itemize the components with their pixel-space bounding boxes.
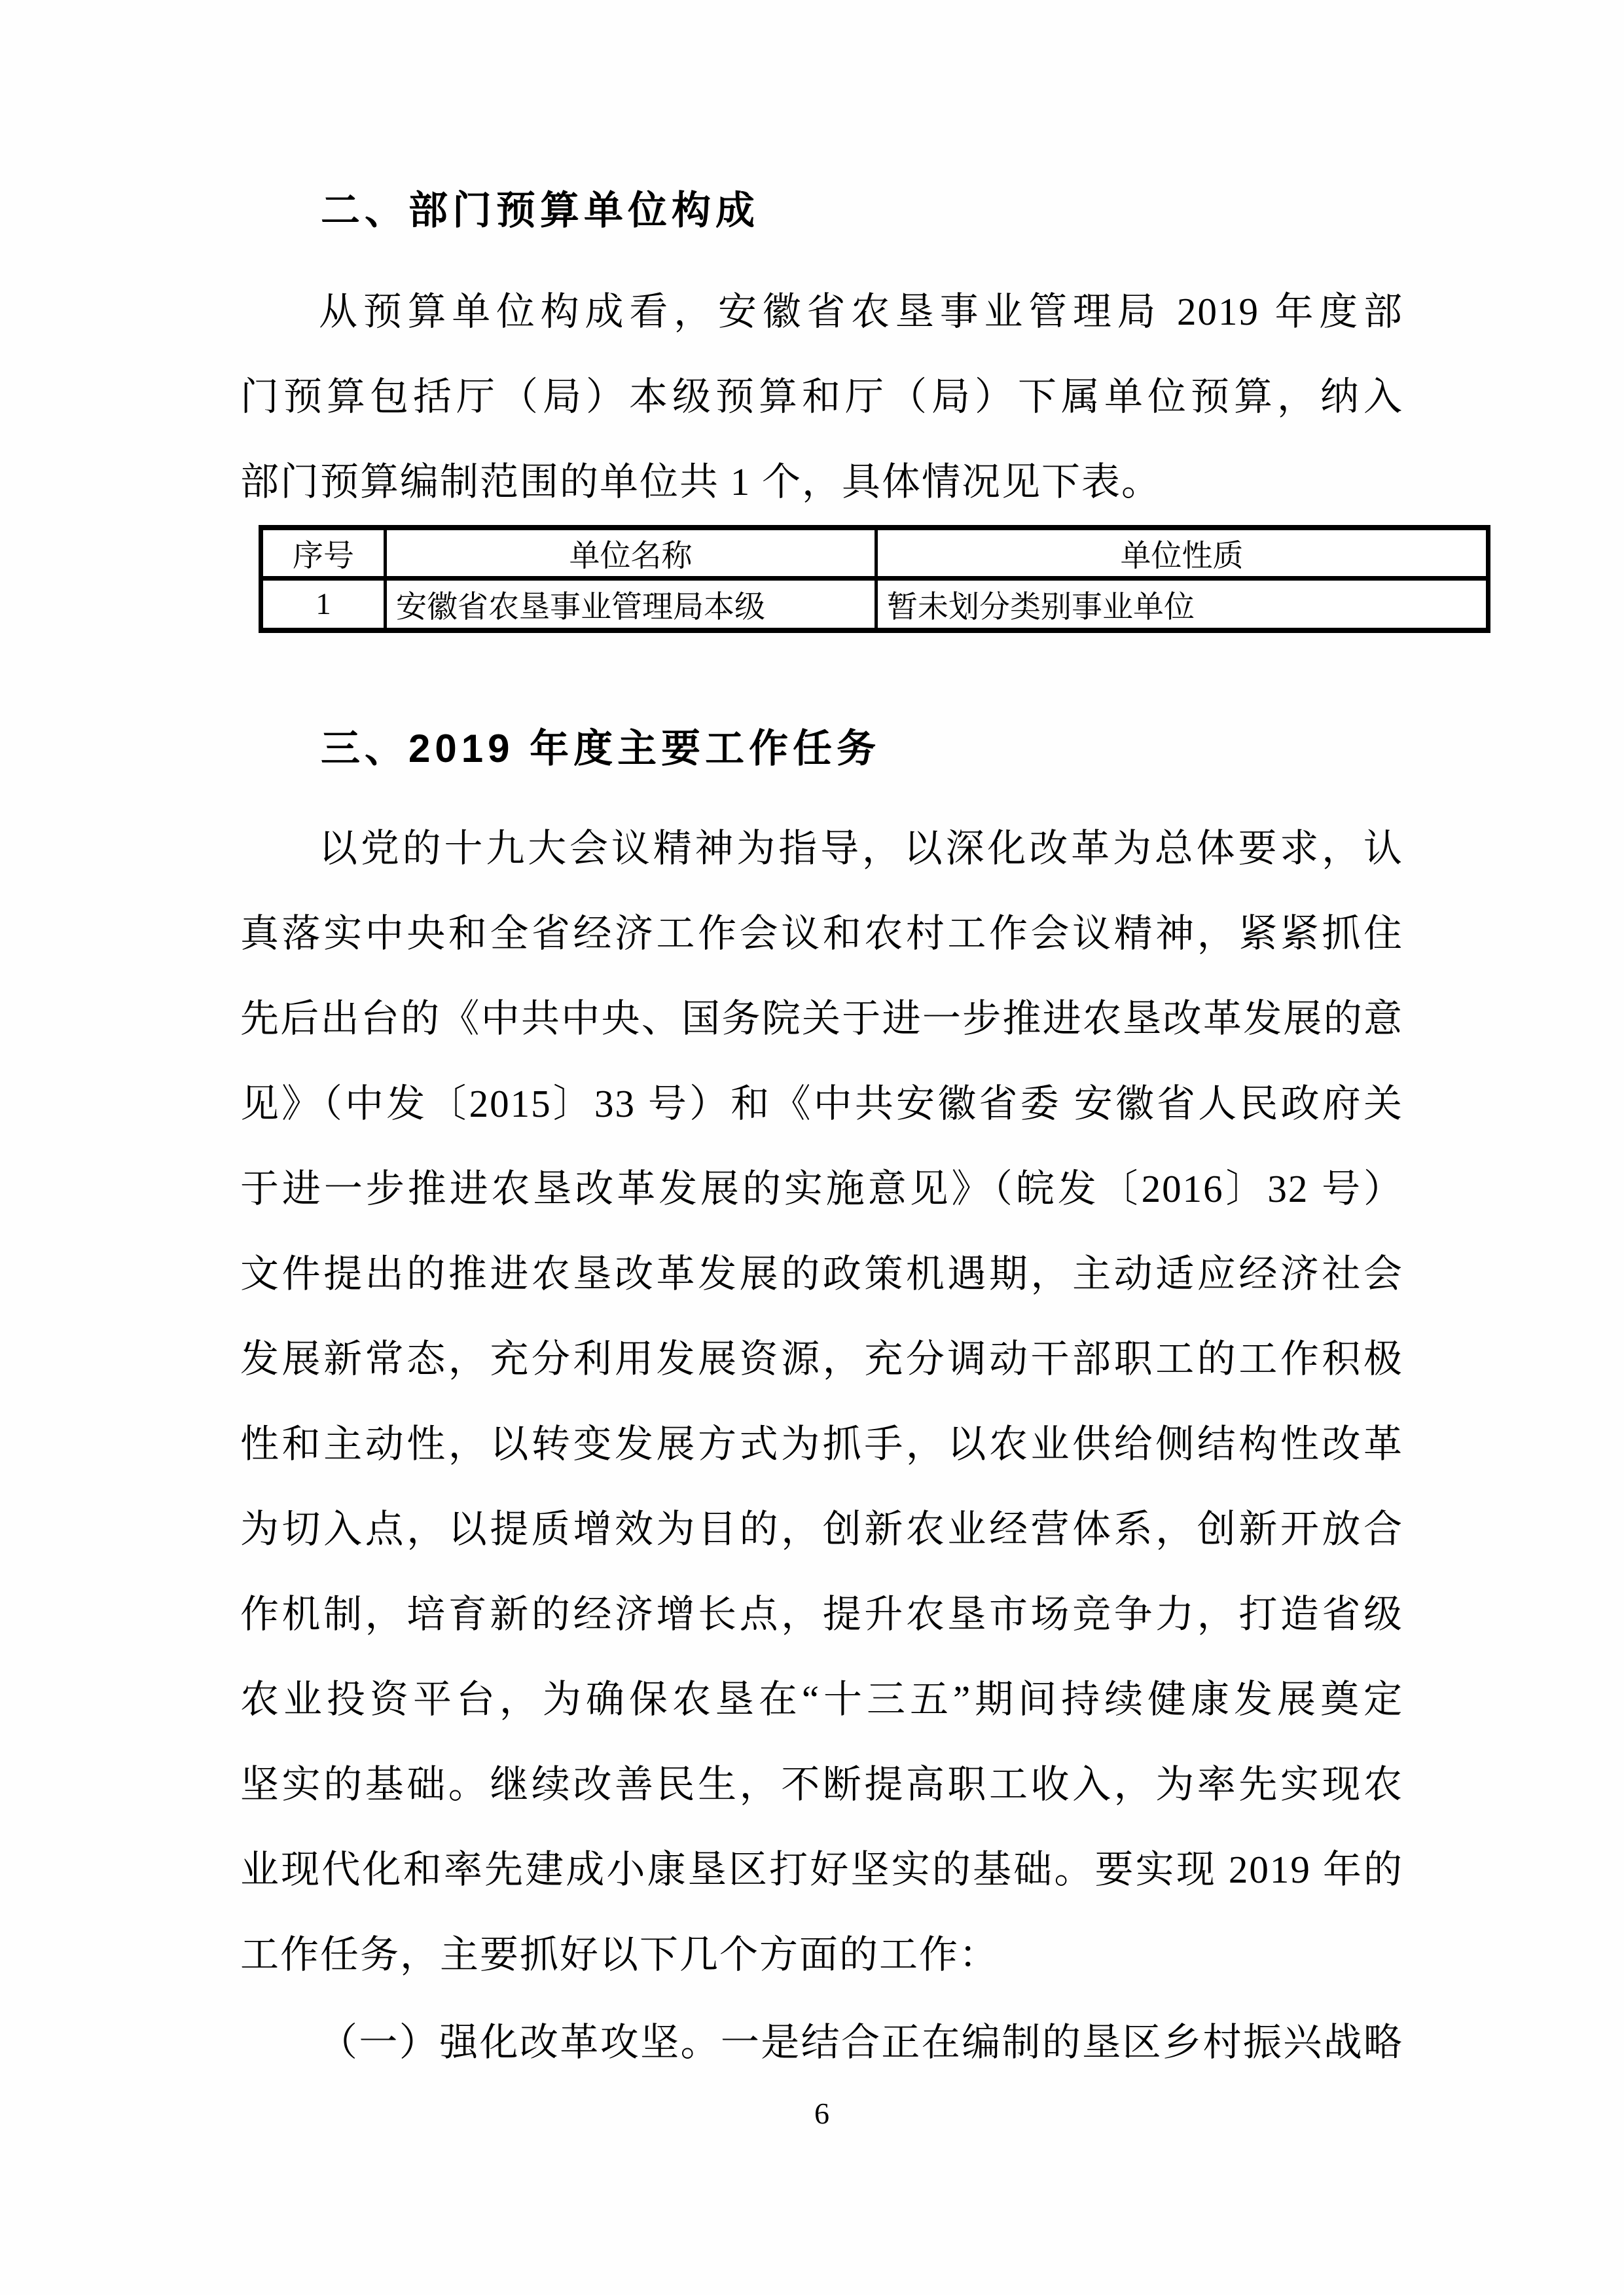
paragraph-line: （一）强化改革攻坚。一是结合正在编制的垦区乡村振兴战略 — [319, 2021, 1403, 2064]
paragraph-line: 作机制，培育新的经济增长点，提升农垦市场竞争力，打造省级 — [240, 1593, 1403, 1636]
paragraph-line: 真落实中央和全省经济工作会议和农村工作会议精神，紧紧抓住 — [240, 912, 1403, 955]
section2-heading: 二、部门预算单位构成 — [321, 189, 759, 232]
table-header-unit-name: 单位名称 — [386, 528, 876, 579]
paragraph-line: 以党的十九大会议精神为指导，以深化改革为总体要求，认 — [319, 827, 1403, 870]
paragraph-line: 工作任务，主要抓好以下几个方面的工作： — [240, 1933, 1000, 1976]
table-header-serial: 序号 — [261, 528, 386, 579]
section3-paragraph-1 — [240, 806, 1403, 1997]
section3-paragraph-2 — [240, 2000, 1403, 2085]
paragraph-line: 农业投资平台，为确保农垦在“十三五”期间持续健康发展奠定 — [240, 1678, 1403, 1721]
paragraph-line: 从预算单位构成看，安徽省农垦事业管理局 2019 年度部 — [319, 290, 1403, 333]
paragraph-line: 部门预算编制范围的单位共 1 个，具体情况见下表。 — [240, 460, 1162, 503]
paragraph-line: 为切入点，以提质增效为目的，创新农业经营体系，创新开放合 — [240, 1508, 1403, 1551]
paragraph-line: 先后出台的《中共中央、国务院关于进一步推进农垦改革发展的意 — [240, 997, 1403, 1040]
paragraph-line: 性和主动性，以转变发展方式为抓手，以农业供给侧结构性改革 — [240, 1422, 1403, 1466]
paragraph-line: 于进一步推进农垦改革发展的实施意见》（皖发〔2016〕32 号） — [240, 1167, 1403, 1210]
section2-paragraph — [240, 269, 1403, 524]
paragraph-line: 发展新常态，充分利用发展资源，充分调动干部职工的工作积极 — [240, 1337, 1403, 1381]
cell-unit-name: 安徽省农垦事业管理局本级 — [386, 579, 876, 631]
paragraph-line: 文件提出的推进农垦改革发展的政策机遇期，主动适应经济社会 — [240, 1252, 1403, 1295]
cell-serial-number: 1 — [261, 579, 386, 631]
paragraph-line: 见》（中发〔2015〕33 号）和《中共安徽省委 安徽省人民政府关 — [240, 1082, 1403, 1125]
paragraph-line: 门预算包括厅（局）本级预算和厅（局）下属单位预算，纳入 — [240, 375, 1403, 418]
paragraph-line: 坚实的基础。继续改善民生，不断提高职工收入，为率先实现农 — [240, 1763, 1403, 1806]
table-header-row — [261, 528, 1489, 579]
paragraph-line: 业现代化和率先建成小康垦区打好坚实的基础。要实现 2019 年的 — [240, 1848, 1403, 1891]
budget-units-table — [259, 525, 1490, 633]
cell-unit-nature: 暂未划分类别事业单位 — [876, 579, 1489, 631]
table-row — [261, 579, 1489, 631]
page-number: 6 — [814, 2097, 829, 2130]
table-header-unit-nature: 单位性质 — [876, 528, 1489, 579]
section3-heading: 三、2019 年度主要工作任务 — [321, 727, 881, 770]
